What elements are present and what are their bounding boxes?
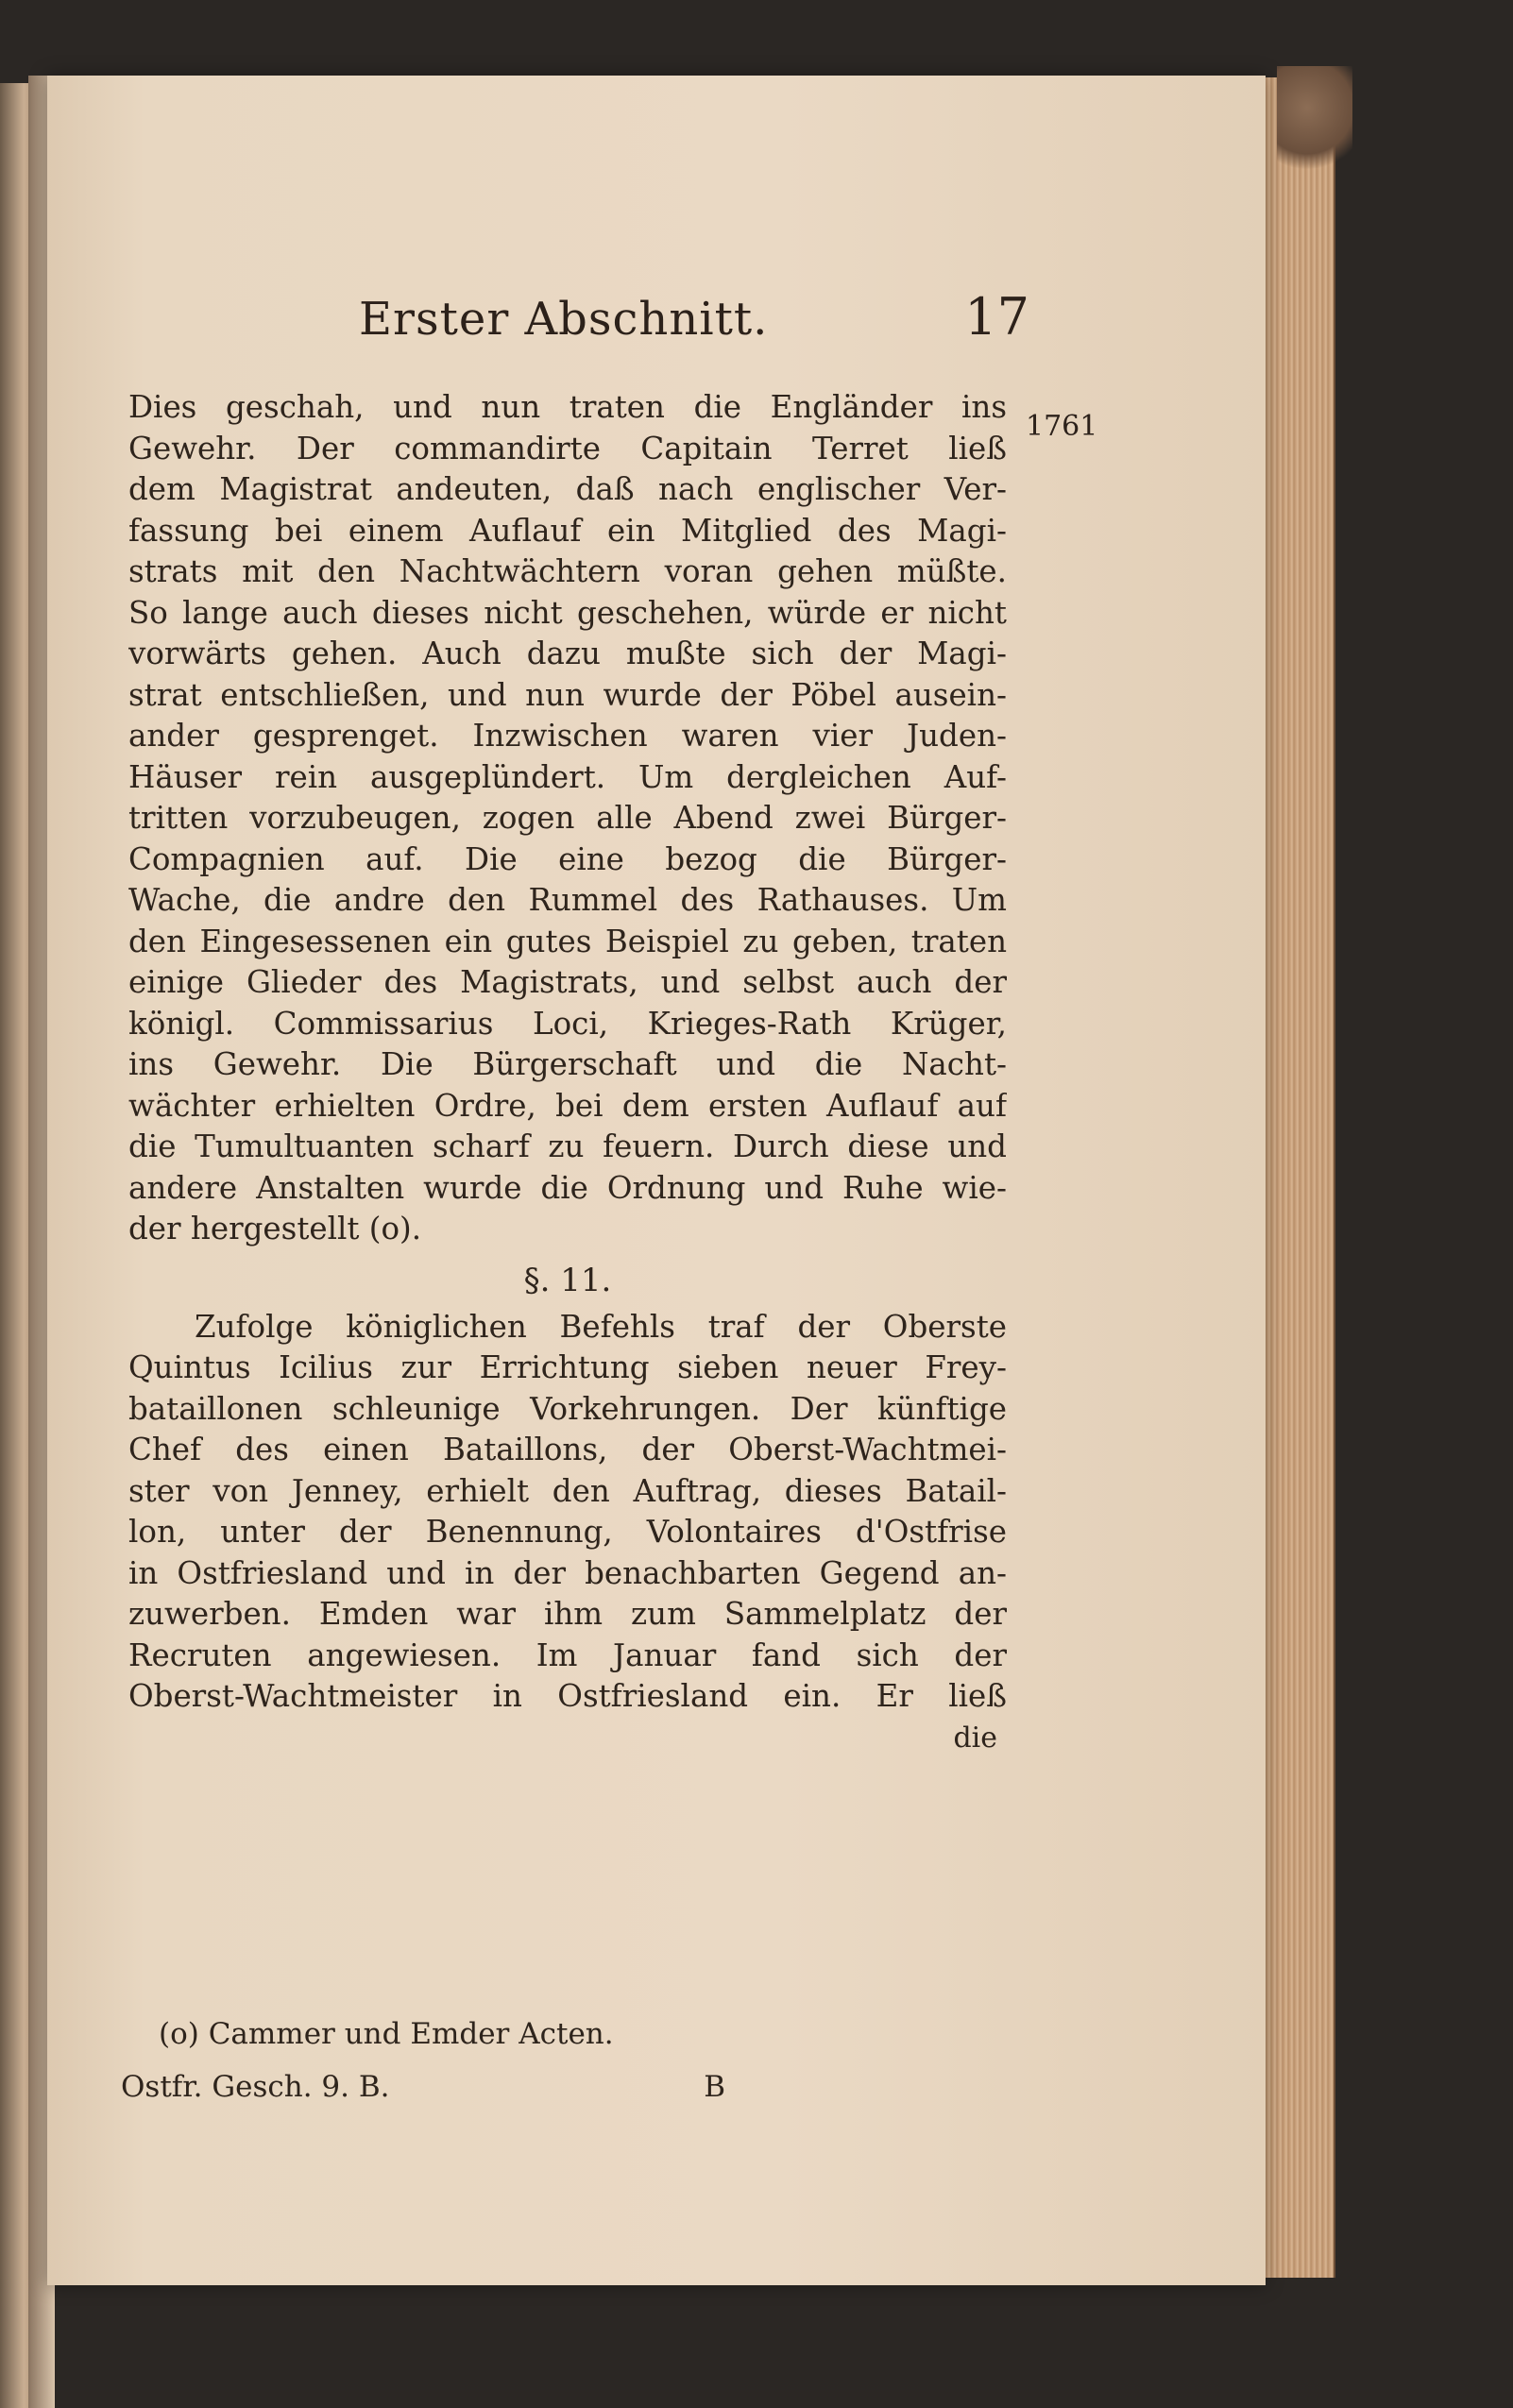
text-line: strats mit den Nachtwächtern voran gehen müßte. <box>128 553 1007 589</box>
page-number: 17 <box>964 287 1029 347</box>
catchword: die <box>953 1721 997 1755</box>
text-line: Zufolge königlichen Befehls traf der Oberste <box>195 1308 1007 1345</box>
text-line: ins Gewehr. Die Bürgerschaft und die Nacht- <box>128 1046 1007 1082</box>
text-line: strat entschließen, und nun wurde der Pöbel ausein- <box>128 676 1007 713</box>
margin-year: 1761 <box>1026 410 1098 443</box>
text-line: der hergestellt (o). <box>128 1211 422 1246</box>
text-line: ster von Jenney, erhielt den Auftrag, dieses Batail- <box>128 1472 1007 1509</box>
signature-mark: B <box>704 2070 725 2104</box>
signature-line <box>121 2070 725 2117</box>
footnote: (o) Cammer und Emder Acten. <box>159 2017 614 2051</box>
text-line: So lange auch dieses nicht geschehen, würde er nicht <box>128 594 1007 631</box>
text-line: zuwerben. Emden war ihm zum Sammelplatz der <box>128 1596 1007 1632</box>
text-line: lon, unter der Benennung, Volontaires d'Ostfrise <box>128 1514 1007 1550</box>
page-block-edge <box>1262 77 1335 2278</box>
text-line: königl. Commissarius Loci, Krieges-Rath Krüger, <box>128 1005 1007 1042</box>
text-line: Quintus Icilius zur Errichtung sieben neuer Frey- <box>128 1349 1007 1385</box>
text-line: bataillonen schleunige Vorkehrungen. Der künftige <box>128 1390 1007 1427</box>
text-line: dem Magistrat andeuten, daß nach englischer Ver- <box>128 471 1007 507</box>
text-line: Oberst-Wachtmeister in Ostfriesland ein. Er ließ <box>128 1678 1007 1714</box>
text-line: fassung bei einem Auflauf ein Mitglied des Magi- <box>128 512 1007 549</box>
page-corner-damage <box>1277 66 1352 170</box>
body-text <box>128 387 1007 1758</box>
text-line: Chef des einen Bataillons, der Oberst-Wachtmei- <box>128 1432 1007 1467</box>
running-title: Erster Abschnitt. <box>359 293 769 346</box>
text-line: die Tumultuanten scharf zu feuern. Durch diese und <box>128 1128 1007 1164</box>
text-line: einige Glieder des Magistrats, und selbst auch der <box>128 964 1007 1000</box>
text-line: ander gesprenget. Inzwischen waren vier Juden- <box>128 718 1007 754</box>
text-line: tritten vorzubeugen, zogen alle Abend zwei Bürger- <box>128 800 1007 836</box>
text-line: Compagnien auf. Die eine bezog die Bürger- <box>128 840 1007 877</box>
text-line: Häuser rein ausgeplündert. Um dergleichen Auf- <box>128 758 1007 795</box>
text-line: vorwärts gehen. Auch dazu mußte sich der Magi- <box>128 636 1007 671</box>
text-line: wächter erhielten Ordre, bei dem ersten Auflauf auf <box>128 1087 1007 1124</box>
text-line: Dies geschah, und nun traten die Engländer ins <box>128 389 1007 425</box>
signature-text: Ostfr. Gesch. 9. B. <box>121 2070 390 2104</box>
running-head <box>359 287 1029 349</box>
text-line: andere Anstalten wurde die Ordnung und Ruhe wie- <box>128 1169 1007 1206</box>
book-page <box>47 76 1266 2285</box>
text-line: Gewehr. Der commandirte Capitain Terret ließ <box>128 430 1007 466</box>
text-line: Wache, die andre den Rummel des Rathauses. Um <box>128 882 1007 918</box>
text-line: in Ostfriesland und in der benachbarten Gegend an- <box>128 1554 1007 1591</box>
text-line: Recruten angewiesen. Im Januar fand sich der <box>128 1636 1007 1673</box>
section-heading: §. 11. <box>523 1261 612 1299</box>
text-line: den Eingesessenen ein gutes Beispiel zu geben, traten <box>128 923 1007 959</box>
